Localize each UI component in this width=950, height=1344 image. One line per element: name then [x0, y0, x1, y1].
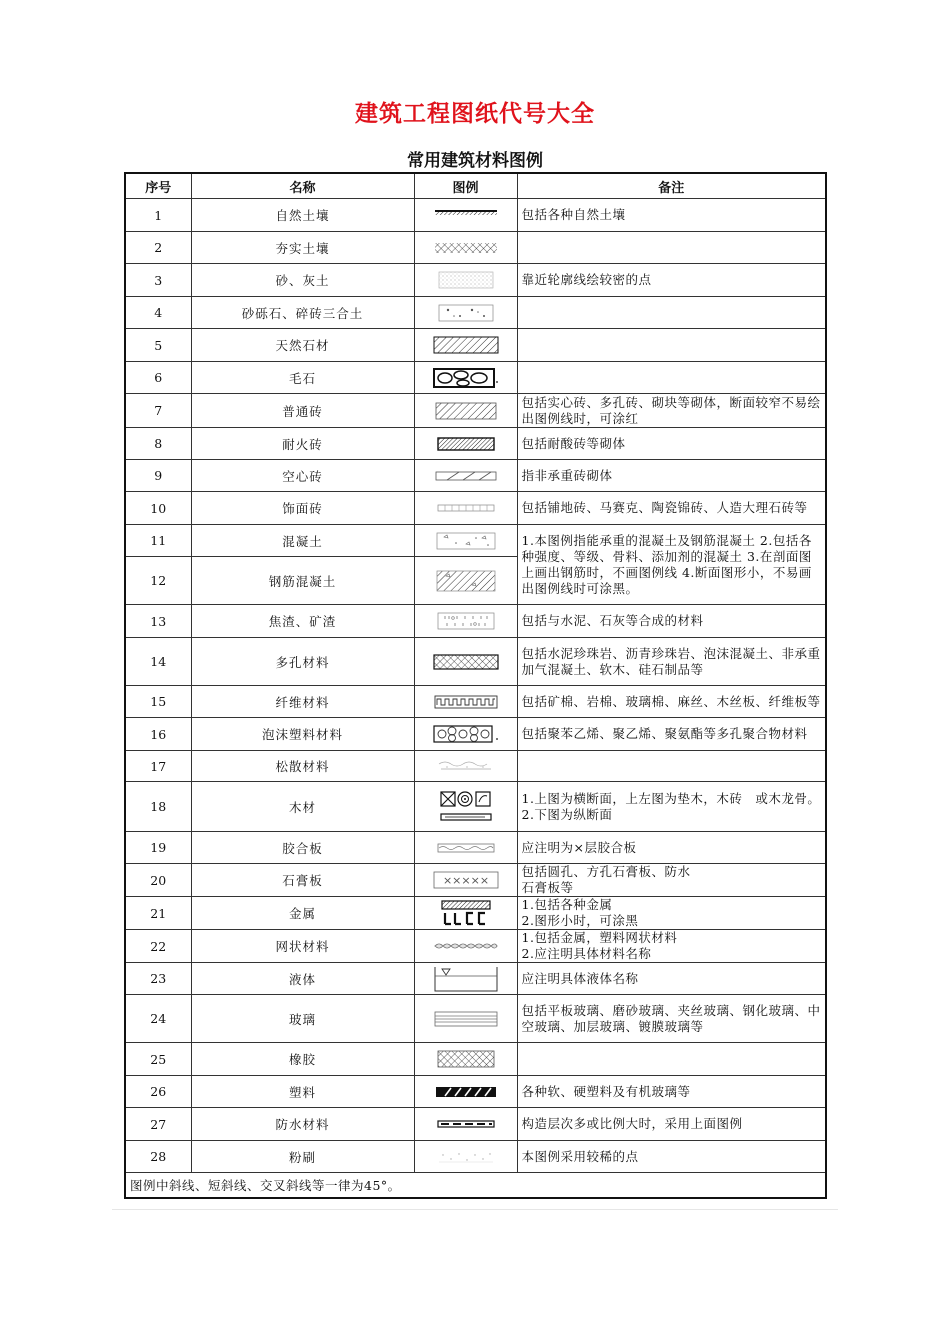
material-name: 夯实土壤 — [191, 232, 414, 264]
table-row — [125, 297, 826, 329]
header-name: 名称 — [191, 173, 414, 199]
plywood-icon — [414, 832, 517, 864]
svg-text:×××××: ××××× — [442, 874, 489, 887]
remark-cell: 包括与水泥、石灰等合成的材料 — [517, 605, 826, 638]
reinforced-concrete-icon — [414, 557, 517, 605]
row-number: 3 — [125, 264, 191, 297]
material-name: 松散材料 — [191, 751, 414, 782]
sand-dots-icon — [414, 264, 517, 297]
row-number: 8 — [125, 428, 191, 460]
material-name: 焦渣、矿渣 — [191, 605, 414, 638]
row-number: 21 — [125, 897, 191, 930]
row-number: 26 — [125, 1076, 191, 1108]
remark-cell — [517, 362, 826, 394]
material-name: 纤维材料 — [191, 686, 414, 718]
table-row — [125, 751, 826, 782]
plastic-icon — [414, 1076, 517, 1108]
cinder-icon — [414, 605, 517, 638]
table-row — [125, 963, 826, 995]
table-row — [125, 492, 826, 525]
remark-cell: 包括实心砖、多孔砖、砌块等砌体，断面较窄不易绘出图例线时，可涂红 — [517, 394, 826, 428]
row-number: 14 — [125, 638, 191, 686]
header-remarks: 备注 — [517, 173, 826, 199]
facing-tile-icon — [414, 492, 517, 525]
remark-cell — [517, 1043, 826, 1076]
remark-cell — [517, 232, 826, 264]
table-row — [125, 718, 826, 751]
material-name: 耐火砖 — [191, 428, 414, 460]
row-number: 13 — [125, 605, 191, 638]
material-name: 橡胶 — [191, 1043, 414, 1076]
material-name: 玻璃 — [191, 995, 414, 1043]
table-row — [125, 605, 826, 638]
liquid-icon — [414, 963, 517, 995]
mesh-icon — [414, 930, 517, 963]
row-number: 12 — [125, 557, 191, 605]
row-number: 17 — [125, 751, 191, 782]
table-row — [125, 686, 826, 718]
material-name: 液体 — [191, 963, 414, 995]
materials-legend-table — [124, 172, 827, 1199]
material-name: 多孔材料 — [191, 638, 414, 686]
hollow-brick-icon — [414, 460, 517, 492]
remark-cell: 1.包括各种金属 2.图形小时，可涂黑 — [517, 897, 826, 930]
material-name: 金属 — [191, 897, 414, 930]
material-name: 泡沫塑料材料 — [191, 718, 414, 751]
table-row — [125, 638, 826, 686]
material-name: 石膏板 — [191, 864, 414, 897]
table-row — [125, 460, 826, 492]
remark-cell: 靠近轮廓线绘较密的点 — [517, 264, 826, 297]
row-number: 18 — [125, 782, 191, 832]
remark-cell: 包括耐酸砖等砌体 — [517, 428, 826, 460]
remark-cell: 包括矿棉、岩棉、玻璃棉、麻丝、木丝板、纤维板等 — [517, 686, 826, 718]
plaster-dots-icon — [414, 1141, 517, 1173]
table-header-row — [125, 173, 826, 199]
foam-circles-icon — [414, 718, 517, 751]
material-name: 钢筋混凝土 — [191, 557, 414, 605]
table-row — [125, 782, 826, 832]
table-row — [125, 329, 826, 362]
table-row — [125, 362, 826, 394]
row-number: 23 — [125, 963, 191, 995]
row-number: 4 — [125, 297, 191, 329]
material-name: 混凝土 — [191, 525, 414, 557]
row-number: 7 — [125, 394, 191, 428]
concrete-icon — [414, 525, 517, 557]
material-name: 砂砾石、碎砖三合土 — [191, 297, 414, 329]
fiber-wave-icon — [414, 686, 517, 718]
table-row — [125, 199, 826, 232]
remark-cell: 1.本图例指能承重的混凝土及钢筋混凝土 2.包括各种强度、等级、骨料、添加剂的混凝土 3.在剖面图上画出钢筋时，不画图例线 4.断面图形小，不易画出图例线时可涂黑。 — [517, 525, 826, 605]
remark-cell — [517, 297, 826, 329]
material-name: 胶合板 — [191, 832, 414, 864]
rubble-stone-icon — [414, 362, 517, 394]
remark-cell: 包括铺地砖、马赛克、陶瓷锦砖、人造大理石砖等 — [517, 492, 826, 525]
row-number: 1 — [125, 199, 191, 232]
row-number: 6 — [125, 362, 191, 394]
material-name: 粉刷 — [191, 1141, 414, 1173]
table-row — [125, 525, 826, 557]
table-row — [125, 995, 826, 1043]
remark-cell: 指非承重砖砌体 — [517, 460, 826, 492]
table-row — [125, 1141, 826, 1173]
rubber-crosshatch-icon — [414, 1043, 517, 1076]
remark-cell: 1.上图为横断面，上左图为垫木，木砖 或木龙骨。 2.下图为纵断面 — [517, 782, 826, 832]
row-number: 9 — [125, 460, 191, 492]
table-title: 常用建筑材料图例 — [407, 151, 543, 171]
table-row — [125, 264, 826, 297]
material-name: 天然石材 — [191, 329, 414, 362]
stone-hatch-icon — [414, 329, 517, 362]
row-number: 10 — [125, 492, 191, 525]
table-row — [125, 864, 826, 897]
material-name: 空心砖 — [191, 460, 414, 492]
material-name: 自然土壤 — [191, 199, 414, 232]
firebrick-hatch-icon — [414, 428, 517, 460]
table-row — [125, 1043, 826, 1076]
waterproof-icon — [414, 1108, 517, 1141]
row-number: 27 — [125, 1108, 191, 1141]
row-number: 22 — [125, 930, 191, 963]
remark-cell: 构造层次多或比例大时，采用上面图例 — [517, 1108, 826, 1141]
remark-cell: 应注明为×层胶合板 — [517, 832, 826, 864]
remark-cell — [517, 329, 826, 362]
remark-cell: 包括聚苯乙烯、聚乙烯、聚氨酯等多孔聚合物材料 — [517, 718, 826, 751]
remark-cell: 应注明具体液体名称 — [517, 963, 826, 995]
material-name: 网状材料 — [191, 930, 414, 963]
row-number: 2 — [125, 232, 191, 264]
document-title: 建筑工程图纸代号大全 — [355, 100, 595, 127]
remark-cell: 包括水泥珍珠岩、沥青珍珠岩、泡沫混凝土、非承重加气混凝土、软木、硅石制品等 — [517, 638, 826, 686]
row-number: 19 — [125, 832, 191, 864]
material-name: 饰面砖 — [191, 492, 414, 525]
gravel-dots-icon — [414, 297, 517, 329]
material-name: 木材 — [191, 782, 414, 832]
row-number: 16 — [125, 718, 191, 751]
metal-icon — [414, 897, 517, 930]
row-number: 11 — [125, 525, 191, 557]
remark-cell: 各种软、硬塑料及有机玻璃等 — [517, 1076, 826, 1108]
remark-cell: 包括圆孔、方孔石膏板、防水 石膏板等 — [517, 864, 826, 897]
loose-material-icon — [414, 751, 517, 782]
table-row — [125, 930, 826, 963]
header-legend: 图例 — [414, 173, 517, 199]
row-number: 15 — [125, 686, 191, 718]
material-name: 防水材料 — [191, 1108, 414, 1141]
rammed-soil-hatch-icon — [414, 232, 517, 264]
table-row — [125, 1076, 826, 1108]
row-number: 24 — [125, 995, 191, 1043]
gypsum-board-icon — [414, 864, 517, 897]
page-divider — [112, 1209, 838, 1210]
table-footer-row — [125, 1173, 826, 1199]
material-name: 砂、灰土 — [191, 264, 414, 297]
remark-cell: 包括各种自然土壤 — [517, 199, 826, 232]
porous-crosshatch-icon — [414, 638, 517, 686]
header-number: 序号 — [125, 173, 191, 199]
material-name: 普通砖 — [191, 394, 414, 428]
table-row — [125, 1108, 826, 1141]
glass-icon — [414, 995, 517, 1043]
brick-hatch-icon — [414, 394, 517, 428]
table-row — [125, 394, 826, 428]
table-row — [125, 428, 826, 460]
row-number: 20 — [125, 864, 191, 897]
row-number: 5 — [125, 329, 191, 362]
row-number: 25 — [125, 1043, 191, 1076]
material-name: 塑料 — [191, 1076, 414, 1108]
material-name: 毛石 — [191, 362, 414, 394]
remark-cell — [517, 751, 826, 782]
soil-hatch-icon — [414, 199, 517, 232]
footer-note: 图例中斜线、短斜线、交叉斜线等一律为45°。 — [125, 1173, 826, 1199]
remark-cell: 包括平板玻璃、磨砂玻璃、夹丝玻璃、钢化玻璃、中空玻璃、加层玻璃、镀膜玻璃等 — [517, 995, 826, 1043]
table-row — [125, 232, 826, 264]
table-row — [125, 832, 826, 864]
row-number: 28 — [125, 1141, 191, 1173]
remark-cell: 1.包括金属，塑料网状材料 2.应注明具体材料名称 — [517, 930, 826, 963]
table-row — [125, 897, 826, 930]
remark-cell: 本图例采用较稀的点 — [517, 1141, 826, 1173]
timber-icon — [414, 782, 517, 832]
